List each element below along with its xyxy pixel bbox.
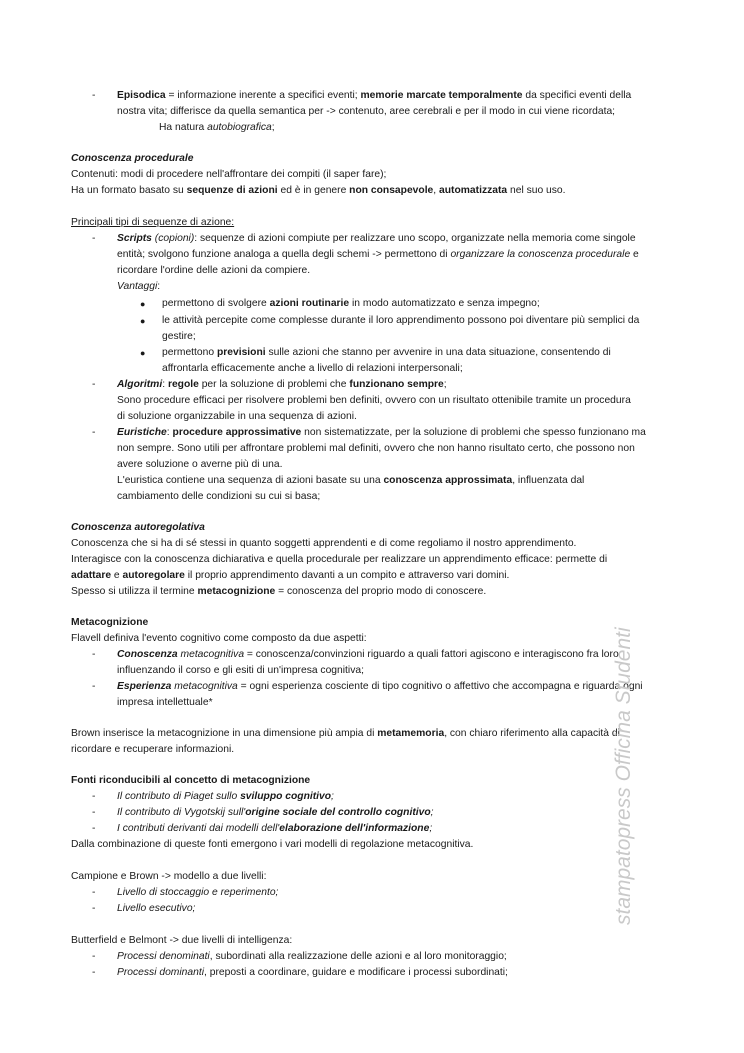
list-dash: - xyxy=(92,681,96,692)
brown-line-1: Brown inserisce la metacognizione in una dimensione più ampia di metamemoria, con chiaro riferimento alla capacità di xyxy=(71,728,620,739)
list-dash: - xyxy=(92,807,96,818)
brown-line-2: ricordare e recuperare informazioni. xyxy=(71,744,235,755)
algoritmi-line-3: di soluzione organizzabile in una sequenza di azioni. xyxy=(117,411,357,422)
list-dash: - xyxy=(92,967,96,978)
episodica-line-2: nostra vita; differisce da quella semantica per -> contenuto, aree cerebrali e per il modo in cui viene ricordata; xyxy=(117,106,616,117)
autoregolativa-line-4: Spesso si utilizza il termine metacognizione = conoscenza del proprio modo di conoscere. xyxy=(71,586,487,597)
autoregolativa-line-1: Conoscenza che si ha di sé stessi in quanto soggetti apprendenti e di come regoliamo il nostro apprendimento. xyxy=(71,538,577,549)
list-dash: - xyxy=(92,649,96,660)
euristiche-line-1: Euristiche: procedure approssimative non sistematizzate, per la soluzione di problemi che spesso funzionano ma xyxy=(117,427,646,438)
episodica-line-1: Episodica = informazione inerente a specifici eventi; memorie marcate temporalmente da specifici eventi della xyxy=(117,90,632,101)
esperienza-metacognitiva-line-1: Esperienza metacognitiva = ogni esperienza cosciente di tipo cognitivo o affettivo che accompagna e riguarda ogni xyxy=(117,681,643,692)
list-dash: - xyxy=(92,233,96,244)
list-dash: - xyxy=(92,791,96,802)
fonte-2: Il contributo di Vygotskij sull'origine sociale del controllo cognitivo; xyxy=(117,807,434,818)
euristiche-line-4: L'euristica contiene una sequenza di azioni basate su una conoscenza approssimata, influenzata dal xyxy=(117,475,585,486)
bullet-icon: ● xyxy=(140,316,146,326)
conoscenza-metacognitiva-line-2: influenzando il corso e gli esiti di un'impresa cognitiva; xyxy=(117,665,364,676)
algoritmi-line-1: Algoritmi: regole per la soluzione di problemi che funzionano sempre; xyxy=(117,379,447,390)
butterfield-line: Butterfield e Belmont -> due livelli di intelligenza: xyxy=(71,935,293,946)
algoritmi-line-2: Sono procedure efficaci per risolvere problemi ben definiti, ovvero con un risultato ottenibile tramite un procedura xyxy=(117,395,631,406)
list-dash: - xyxy=(92,379,96,390)
euristiche-line-5: cambiamento delle condizioni su cui si basa; xyxy=(117,491,321,502)
euristiche-line-2: non sempre. Sono utili per affrontare problemi mal definiti, ovvero che non hanno risultato certo, che possono non xyxy=(117,443,635,454)
metacognizione-line-1: Flavell definiva l'evento cognitivo come composto da due aspetti: xyxy=(71,633,367,644)
fonti-heading: Fonti riconducibili al concetto di metacognizione xyxy=(71,775,311,786)
vantaggio-3-line-1: permettono previsioni sulle azioni che stanno per avvenire in una data situazione, consentendo di xyxy=(162,347,611,358)
list-dash: - xyxy=(92,903,96,914)
vantaggio-3-line-2: affrontarla efficacemente anche a livello di relazioni interpersonali; xyxy=(162,363,463,374)
conoscenza-metacognitiva-line-1: Conoscenza metacognitiva = conoscenza/convinzioni riguardo a quali fattori agiscono e interagiscono fra loro xyxy=(117,649,619,660)
list-dash: - xyxy=(92,427,96,438)
episodica-line-3: Ha natura autobiografica; xyxy=(159,122,275,133)
scripts-line-1: Scripts (copioni): sequenze di azioni compiute per realizzare uno scopo, organizzate nella memoria come singole xyxy=(117,233,636,244)
procedurale-line-2: Ha un formato basato su sequenze di azioni ed è in genere non consapevole, automatizzata nel suo uso. xyxy=(71,185,566,196)
fonte-3: I contributi derivanti dai modelli dell'elaborazione dell'informazione; xyxy=(117,823,433,834)
autoregolativa-line-2: Interagisce con la conoscenza dichiarativa e quella procedurale per realizzare un apprendimento efficace: permette di xyxy=(71,554,608,565)
vantaggio-2-line-1: le attività percepite come complesse durante il loro apprendimento possono poi diventare più semplici da xyxy=(162,315,640,326)
vantaggi-label: Vantaggi: xyxy=(117,281,161,292)
fonti-conclusion: Dalla combinazione di queste fonti emergono i vari modelli di regolazione metacognitiva. xyxy=(71,839,474,850)
euristiche-line-3: avere soluzione o averne più di una. xyxy=(117,459,283,470)
butterfield-item-1: Processi denominati, subordinati alla realizzazione delle azioni e al loro monitoraggio; xyxy=(117,951,507,962)
bullet-icon: ● xyxy=(140,348,146,358)
autoregolativa-heading: Conoscenza autoregolativa xyxy=(71,522,205,533)
vantaggio-2-line-2: gestire; xyxy=(162,331,196,342)
butterfield-item-2: Processi dominanti, preposti a coordinare, guidare e modificare i processi subordinati; xyxy=(117,967,508,978)
metacognizione-heading: Metacognizione xyxy=(71,617,149,628)
campione-line: Campione e Brown -> modello a due livelli: xyxy=(71,871,267,882)
list-dash: - xyxy=(92,887,96,898)
tipi-heading: Principali tipi di sequenze di azione: xyxy=(71,217,235,228)
vantaggio-1: permettono di svolgere azioni routinarie in modo automatizzato e senza impegno; xyxy=(162,298,540,309)
watermark-text: stampatopress Officina Studenti xyxy=(612,627,635,925)
list-dash: - xyxy=(92,90,96,101)
fonte-1: Il contributo di Piaget sullo sviluppo cognitivo; xyxy=(117,791,334,802)
bullet-icon: ● xyxy=(140,299,146,309)
scripts-line-2: entità; svolgono funzione analoga a quella degli schemi -> permettono di organizzare la conoscenza procedurale e xyxy=(117,249,639,260)
scripts-line-3: ricordare l'ordine delle azioni da compiere. xyxy=(117,265,311,276)
esperienza-metacognitiva-line-2: impresa intellettuale* xyxy=(117,697,213,708)
procedurale-line-1: Contenuti: modi di procedere nell'affrontare dei compiti (il saper fare); xyxy=(71,169,387,180)
campione-item-2: Livello esecutivo; xyxy=(117,903,196,914)
procedurale-heading: Conoscenza procedurale xyxy=(71,153,194,164)
campione-item-1: Livello di stoccaggio e reperimento; xyxy=(117,887,279,898)
list-dash: - xyxy=(92,951,96,962)
list-dash: - xyxy=(92,823,96,834)
autoregolativa-line-3: adattare e autoregolare il proprio apprendimento davanti a un compito e attraverso vari domini. xyxy=(71,570,510,581)
